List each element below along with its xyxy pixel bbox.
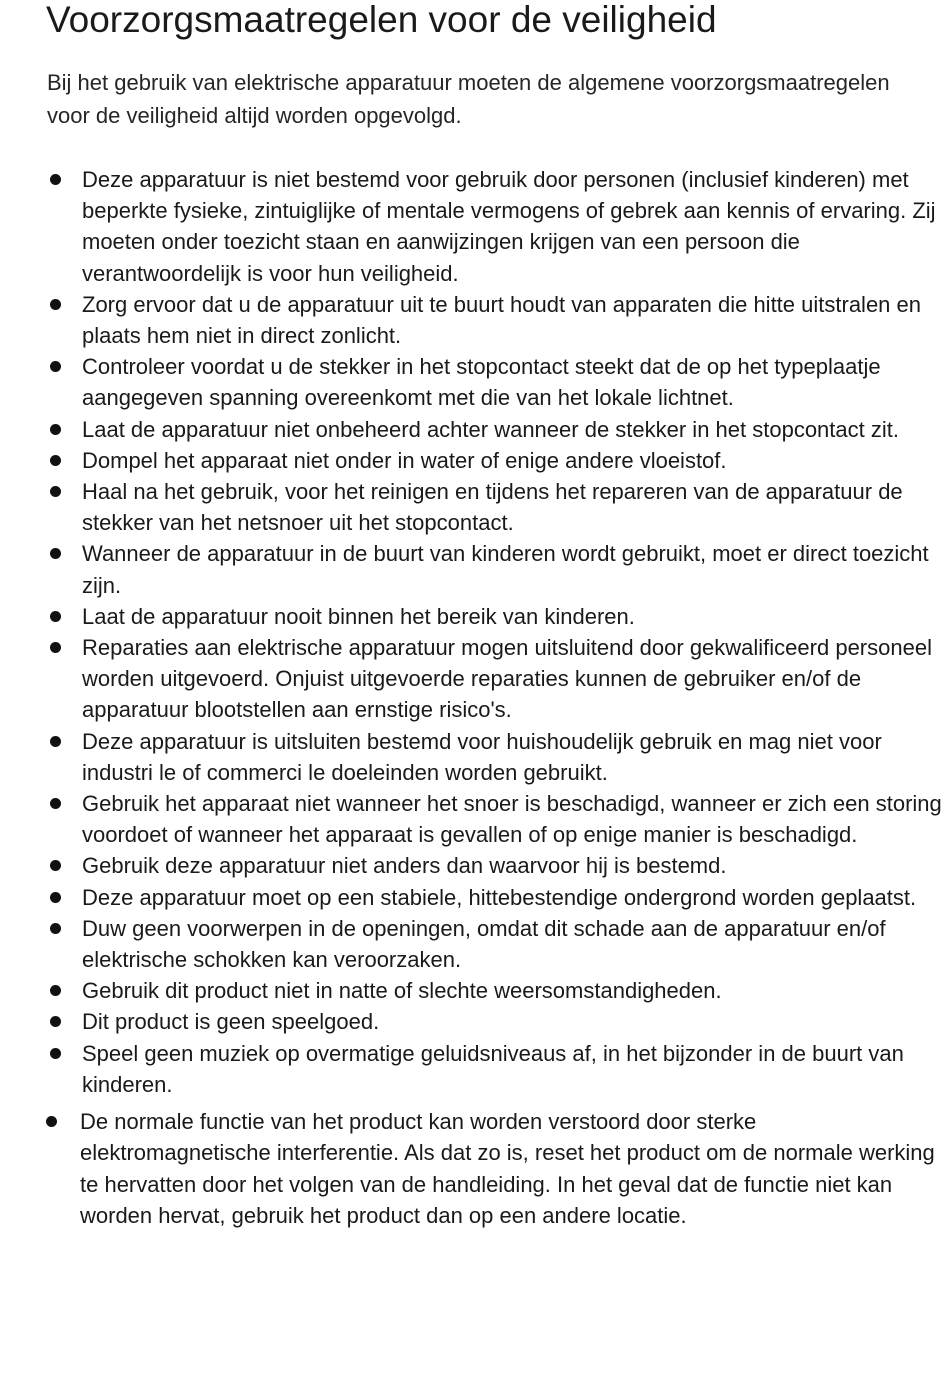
- list-item: [0, 1006, 942, 1037]
- list-item-text: Wanneer de apparatuur in de buurt van kinderen wordt gebruikt, moet er direct toezicht zijn.: [82, 541, 929, 598]
- list-item-text: Gebruik het apparaat niet wanneer het snoer is beschadigd, wanneer er zich een storing voordoet of wanneer het apparaat is gevallen of op enige manier is beschadigd.: [82, 791, 942, 848]
- list-item: [0, 1038, 942, 1100]
- list-item-text: Deze apparatuur is niet bestemd voor gebruik door personen (inclusief kinderen) met beperkte fysieke, zintuiglijke of mentale vermogens of gebrek aan kennis of ervaring. Zij moeten onder toezicht staan en aanwijzingen krijgen van een persoon die verantwoordelijk is voor hun veiligheid.: [82, 167, 936, 286]
- bullet-dot-icon: [50, 611, 61, 622]
- list-item: [0, 445, 942, 476]
- bullet-dot-icon: [50, 892, 61, 903]
- list-item-text: Haal na het gebruik, voor het reinigen en tijdens het repareren van de apparatuur de stekker van het netsnoer uit het stopcontact.: [82, 479, 903, 536]
- list-item-text: Deze apparatuur moet op een stabiele, hittebestendige ondergrond worden geplaatst.: [82, 884, 917, 910]
- list-item: [0, 538, 942, 600]
- list-item-text: Dit product is geen speelgoed.: [82, 1009, 380, 1035]
- bullet-dot-icon: [50, 1016, 61, 1027]
- list-item: [0, 913, 942, 975]
- bullet-dot-icon: [50, 985, 61, 996]
- safety-list: [0, 164, 950, 1231]
- bullet-dot-icon: [50, 486, 61, 497]
- list-item: [0, 164, 942, 289]
- bullet-dot-icon: [50, 299, 61, 310]
- list-item-text: Deze apparatuur is uitsluiten bestemd voor huishoudelijk gebruik en mag niet voor industri le of commerci le doeleinden worden gebruikt.: [82, 728, 882, 785]
- bullet-dot-icon: [50, 455, 61, 466]
- list-item-text: Zorg ervoor dat u de apparatuur uit te buurt houdt van apparaten die hitte uitstralen en plaats hem niet in direct zonlicht.: [82, 291, 921, 349]
- page-title: Voorzorgsmaatregelen voor de veiligheid: [46, 0, 717, 40]
- list-item: [0, 975, 942, 1006]
- list-item: [0, 601, 942, 632]
- bullet-dot-icon: [50, 923, 61, 934]
- list-item: [0, 882, 942, 913]
- bullet-dot-icon: [50, 642, 61, 653]
- list-item-text: Controleer voordat u de stekker in het stopcontact steekt dat de op het typeplaatje aangegeven spanning overeenkomt met die van het lokale lichtnet.: [82, 354, 881, 411]
- list-item-text: Duw geen voorwerpen in de openingen, omdat dit schade aan de apparatuur en/of elektrische schokken kan veroorzaken.: [82, 915, 886, 973]
- list-item: [0, 289, 942, 351]
- bullet-dot-icon: [46, 1116, 57, 1127]
- list-item-text: Laat de apparatuur niet onbeheerd achter wanneer de stekker in het stopcontact zit.: [82, 416, 899, 442]
- list-item-text: Laat de apparatuur nooit binnen het bereik van kinderen.: [82, 603, 635, 629]
- list-item-text: Gebruik deze apparatuur niet anders dan waarvoor hij is bestemd.: [82, 853, 727, 879]
- list-item: [0, 726, 942, 788]
- bullet-dot-icon: [50, 1048, 61, 1059]
- list-item-text: Dompel het apparaat niet onder in water of enige andere vloeistof.: [82, 447, 727, 473]
- bullet-dot-icon: [50, 548, 61, 559]
- list-item-text: Speel geen muziek op overmatige geluidsniveaus af, in het bijzonder in de buurt van kinderen.: [82, 1040, 904, 1097]
- bullet-dot-icon: [50, 424, 61, 435]
- list-item: [0, 476, 942, 538]
- bullet-dot-icon: [50, 736, 61, 747]
- list-item: [0, 788, 942, 850]
- list-item-text: De normale functie van het product kan worden verstoord door sterke elektromagnetische interferentie. Als dat zo is, reset het product om de normale werking te hervatten door het volgen van de handleiding. In het geval dat de functie niet kan worden hervat, gebruik het product dan op een andere locatie.: [80, 1109, 935, 1228]
- list-item: [0, 632, 942, 726]
- bullet-dot-icon: [50, 798, 61, 809]
- list-item: [0, 414, 942, 445]
- intro-paragraph: Bij het gebruik van elektrische apparatuur moeten de algemene voorzorgsmaatregelen voor de veiligheid altijd worden opgevolgd.: [47, 70, 890, 128]
- bullet-dot-icon: [50, 174, 61, 185]
- bullet-dot-icon: [50, 361, 61, 372]
- list-item: [0, 850, 942, 881]
- list-item-text: Gebruik dit product niet in natte of slechte weersomstandigheden.: [82, 978, 722, 1004]
- bullet-dot-icon: [50, 860, 61, 871]
- list-item-text: Reparaties aan elektrische apparatuur mogen uitsluitend door gekwalificeerd personeel worden uitgevoerd. Onjuist uitgevoerde reparaties kunnen de gebruiker en/of de apparatuur blootstellen aan ernstige risico's.: [82, 635, 932, 723]
- list-item: [0, 351, 942, 413]
- list-item: [0, 1106, 940, 1231]
